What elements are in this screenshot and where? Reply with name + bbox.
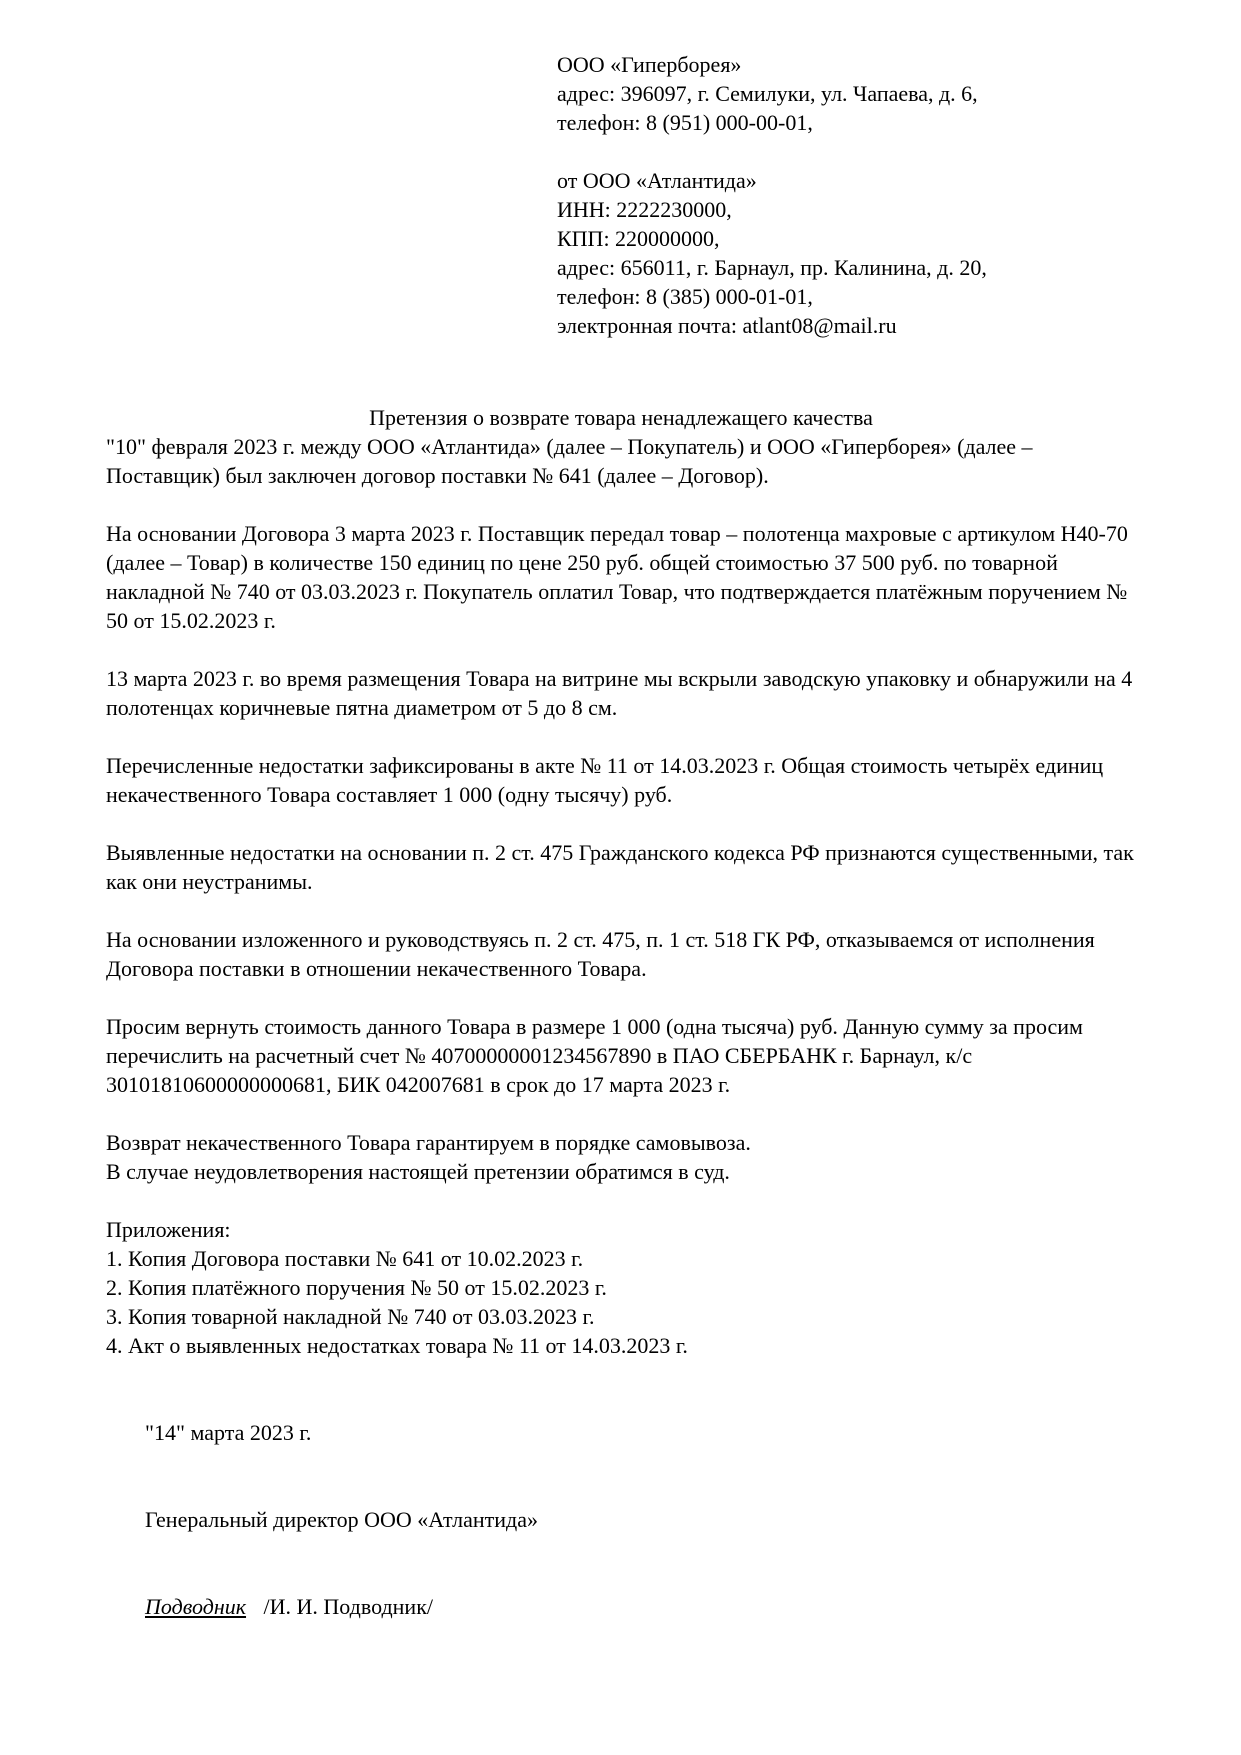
footer-block [145,1418,1136,1621]
sender-inn: ИНН: 2222230000, [557,197,732,222]
sender-kpp: КПП: 220000000, [557,226,720,251]
document-title: Претензия о возврате товара ненадлежащего качества [369,405,873,430]
sender-email: электронная почта: atlant08@mail.ru [557,313,897,338]
paragraph-refusal: На основании изложенного и руководствуясь п. 2 ст. 475, п. 1 ст. 518 ГК РФ, отказываемся от исполнения Договора поставки в отношении некачественного Товара. [106,927,1095,981]
paragraph-delivery: На основании Договора 3 марта 2023 г. Поставщик передал товар – полотенца махровые с артикулом Н40-70 (далее – Товар) в количестве 150 единиц по цене 250 руб. общей стоимостью 37 500 руб. по товарной накладной № 740 от 03.03.2023 г. Покупатель оплатил Товар, что подтверждается платёжным поручением № 50 от 15.02.2023 г. [106,521,1128,633]
recipient-block [557,50,1136,137]
document-body [106,432,1136,1360]
attachment-item-4: 4. Акт о выявленных недостатках товара № 11 от 14.03.2023 г. [106,1333,688,1358]
paragraph-refund-request: Просим вернуть стоимость данного Товара в размере 1 000 (одна тысяча) руб. Данную сумму за просим перечислить на расчетный счет № 40700000001234567890 в ПАО СБЕРБАНК г. Барнаул, к/с 30101810600000000681, БИК 042007681 в срок до 17 марта 2023 г. [106,1014,1083,1097]
sender-block [557,166,1136,340]
recipient-phone: телефон: 8 (951) 000-00-01, [557,110,813,135]
sender-address: адрес: 656011, г. Барнаул, пр. Калинина, д. 20, [557,255,987,280]
signature-row [145,1592,1136,1621]
attachment-item-1: 1. Копия Договора поставки № 641 от 10.02.2023 г. [106,1246,584,1271]
attachments-section [106,1215,1136,1360]
recipient-company: ООО «Гиперборея» [557,52,742,77]
attachment-item-3: 3. Копия товарной накладной № 740 от 03.03.2023 г. [106,1304,595,1329]
closing-statements [106,1128,1136,1186]
closing-return-line: Возврат некачественного Товара гарантируем в порядке самовывоза. [106,1130,751,1155]
header-address-block [557,50,1136,340]
signature-transcript: /И. И. Подводник/ [263,1594,434,1619]
paragraph-contract: "10" февраля 2023 г. между ООО «Атлантида» (далее – Покупатель) и ООО «Гиперборея» (далее – Поставщик) был заключен договор поставки № 641 (далее – Договор). [106,434,1033,488]
paragraph-defect-discovery: 13 марта 2023 г. во время размещения Товара на витрине мы вскрыли заводскую упаковку и обнаружили на 4 полотенцах коричневые пятна диаметром от 5 до 8 см. [106,666,1133,720]
attachments-heading: Приложения: [106,1217,231,1242]
paragraph-legal-grounds: Выявленные недостатки на основании п. 2 ст. 475 Гражданского кодекса РФ признаются существенными, так как они неустранимы. [106,840,1134,894]
footer-date: "14" марта 2023 г. [145,1420,312,1445]
recipient-address: адрес: 396097, г. Семилуки, ул. Чапаева, д. 6, [557,81,978,106]
sender-company: от ООО «Атлантида» [557,168,757,193]
paragraph-defect-act: Перечисленные недостатки зафиксированы в акте № 11 от 14.03.2023 г. Общая стоимость четырёх единиц некачественного Товара составляет 1 000 (одну тысячу) руб. [106,753,1104,807]
footer-position: Генеральный директор ООО «Атлантида» [145,1507,538,1532]
address-block-gap [557,137,1136,166]
sender-phone: телефон: 8 (385) 000-01-01, [557,284,813,309]
attachment-item-2: 2. Копия платёжного поручения № 50 от 15.02.2023 г. [106,1275,607,1300]
signature-handwritten: Подводник [145,1594,247,1619]
closing-court-line: В случае неудовлетворения настоящей претензии обратимся в суд. [106,1159,730,1184]
